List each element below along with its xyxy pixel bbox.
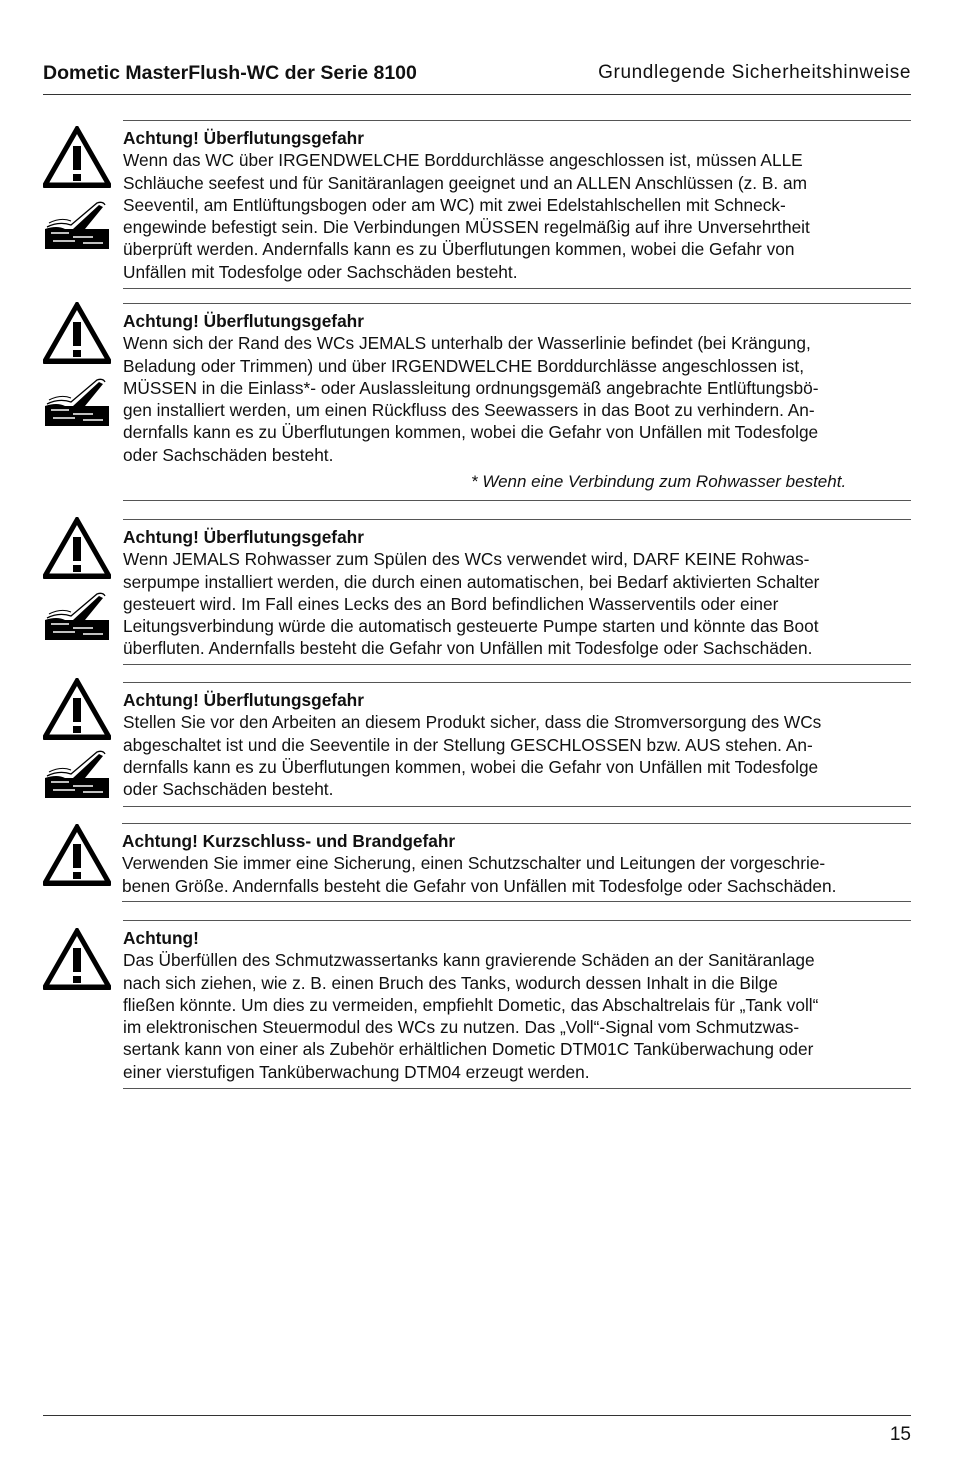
section-title: Grundlegende Sicherheitshinweise (598, 62, 911, 83)
warning-line: oder Sachschäden besteht. (123, 779, 334, 800)
flooding-boat-icon (43, 199, 111, 251)
document-title: Dometic MasterFlush-WC der Serie 8100 (43, 62, 417, 84)
warning-triangle-icon (43, 824, 111, 886)
divider (123, 664, 911, 665)
flooding-boat-icon (43, 748, 111, 800)
warning-line: Stellen Sie vor den Arbeiten an diesem Produkt sicher, dass die Stromversorgung des WCs (123, 712, 822, 733)
warning-line: sertank kann von einer als Zubehör erhältlichen Dometic DTM01C Tanküberwachung oder (123, 1039, 814, 1060)
warning-line: Verwenden Sie immer eine Sicherung, einen Schutzschalter und Leitungen der vorgeschrie- (122, 853, 826, 874)
warning-line: MÜSSEN in die Einlass*- oder Auslassleitung ordnungsgemäß angebrachte Entlüftungsbö- (123, 377, 819, 398)
footnote: * Wenn eine Verbindung zum Rohwasser besteht. (471, 472, 847, 491)
divider (123, 1088, 911, 1089)
warning-line: gen installiert werden, um einen Rückfluss des Seewassers in das Boot zu verhindern. An- (123, 400, 815, 421)
warning-block (123, 303, 911, 501)
warning-line: Wenn JEMALS Rohwasser zum Spülen des WCs verwendet wird, DARF KEINE Rohwas- (123, 549, 810, 570)
warning-line: benen Größe. Andernfalls besteht die Gefahr von Unfällen mit Todesfolge oder Sachschäden. (122, 875, 837, 896)
warning-triangle-icon (43, 928, 111, 990)
warning-block (123, 682, 911, 807)
warning-line: Wenn das WC über IRGENDWELCHE Borddurchlässe angeschlossen ist, müssen ALLE (123, 150, 803, 171)
warning-line: dernfalls kann es zu Überflutungen kommen, wobei die Gefahr von Unfällen mit Todesfolge (123, 422, 819, 443)
warning-title: Achtung! Überflutungsgefahr (123, 690, 364, 710)
warning-block (122, 823, 911, 902)
warning-triangle-icon (43, 678, 111, 740)
warning-line: Wenn sich der Rand des WCs JEMALS unterhalb der Wasserlinie befindet (bei Krängung, (123, 333, 811, 354)
warning-line: fließen könnte. Um dies zu vermeiden, empfiehlt Dometic, das Abschaltrelais für „Tank voll“ (123, 994, 819, 1015)
footer-divider (43, 1415, 911, 1416)
divider (123, 806, 911, 807)
warning-line: Beladung oder Trimmen) und über IRGENDWELCHE Borddurchlässe angeschlossen ist, (123, 355, 805, 376)
warning-block (123, 519, 911, 665)
warning-line: im elektronischen Steuermodul des WCs zu nutzen. Das „Voll“-Signal vom Schmutzwas- (123, 1017, 800, 1038)
warning-line: abgeschaltet ist und die Seeventile in der Stellung GESCHLOSSEN bzw. AUS stehen. An- (123, 734, 813, 755)
warning-line: engewinde befestigt sein. Die Verbindungen MÜSSEN regelmäßig auf ihre Unversehrtheit (123, 217, 810, 238)
warning-line: oder Sachschäden besteht. (123, 444, 334, 465)
warning-title: Achtung! Überflutungsgefahr (123, 527, 364, 547)
warning-line: Unfällen mit Todesfolge oder Sachschäden besteht. (123, 261, 518, 282)
warning-title: Achtung! (123, 928, 199, 948)
warning-line: Seeventil, am Entlüftungsbogen oder am WC) mit zwei Edelstahlschellen mit Schneck- (123, 194, 786, 215)
warning-block (123, 120, 911, 289)
warning-line: einer vierstufigen Tanküberwachung DTM04 erzeugt werden. (123, 1061, 590, 1082)
warning-line: gesteuert wird. Im Fall eines Lecks des an Bord befindlichen Wasserventils oder einer (123, 593, 779, 614)
flooding-boat-icon (43, 590, 111, 642)
warning-line: überprüft werden. Andernfalls kann es zu Überflutungen kommen, wobei die Gefahr von (123, 239, 795, 260)
page-number: 15 (889, 1424, 911, 1445)
warning-triangle-icon (43, 517, 111, 579)
flooding-boat-icon (43, 376, 111, 428)
divider (123, 288, 911, 289)
divider (123, 500, 911, 501)
warning-line: Leitungsverbindung würde die automatisch gesteuerte Pumpe starten und könnte das Boot (123, 616, 819, 637)
warning-line: Das Überfüllen des Schmutzwassertanks kann gravierende Schäden an der Sanitäranlage (123, 950, 815, 971)
warning-line: serpumpe installiert werden, die durch einen automatischen, bei Bedarf aktivierten Schalter (123, 571, 820, 592)
warning-triangle-icon (43, 126, 111, 188)
warning-title: Achtung! Überflutungsgefahr (123, 311, 364, 331)
warning-block (123, 920, 911, 1089)
warning-line: dernfalls kann es zu Überflutungen kommen, wobei die Gefahr von Unfällen mit Todesfolge (123, 756, 819, 777)
warning-title: Achtung! Überflutungsgefahr (123, 128, 364, 148)
page-header (43, 58, 911, 95)
warning-line: nach sich ziehen, wie z. B. einen Bruch des Tanks, wodurch dessen Inhalt in die Bilge (123, 972, 778, 993)
warning-triangle-icon (43, 302, 111, 364)
warning-title: Achtung! Kurzschluss- und Brandgefahr (122, 831, 456, 851)
warning-line: überfluten. Andernfalls besteht die Gefahr von Unfällen mit Todesfolge oder Sachschäden. (123, 638, 813, 659)
divider (122, 901, 911, 902)
warning-line: Schläuche seefest und für Sanitäranlagen geeignet und an ALLEN Anschlüssen (z. B. am (123, 172, 808, 193)
